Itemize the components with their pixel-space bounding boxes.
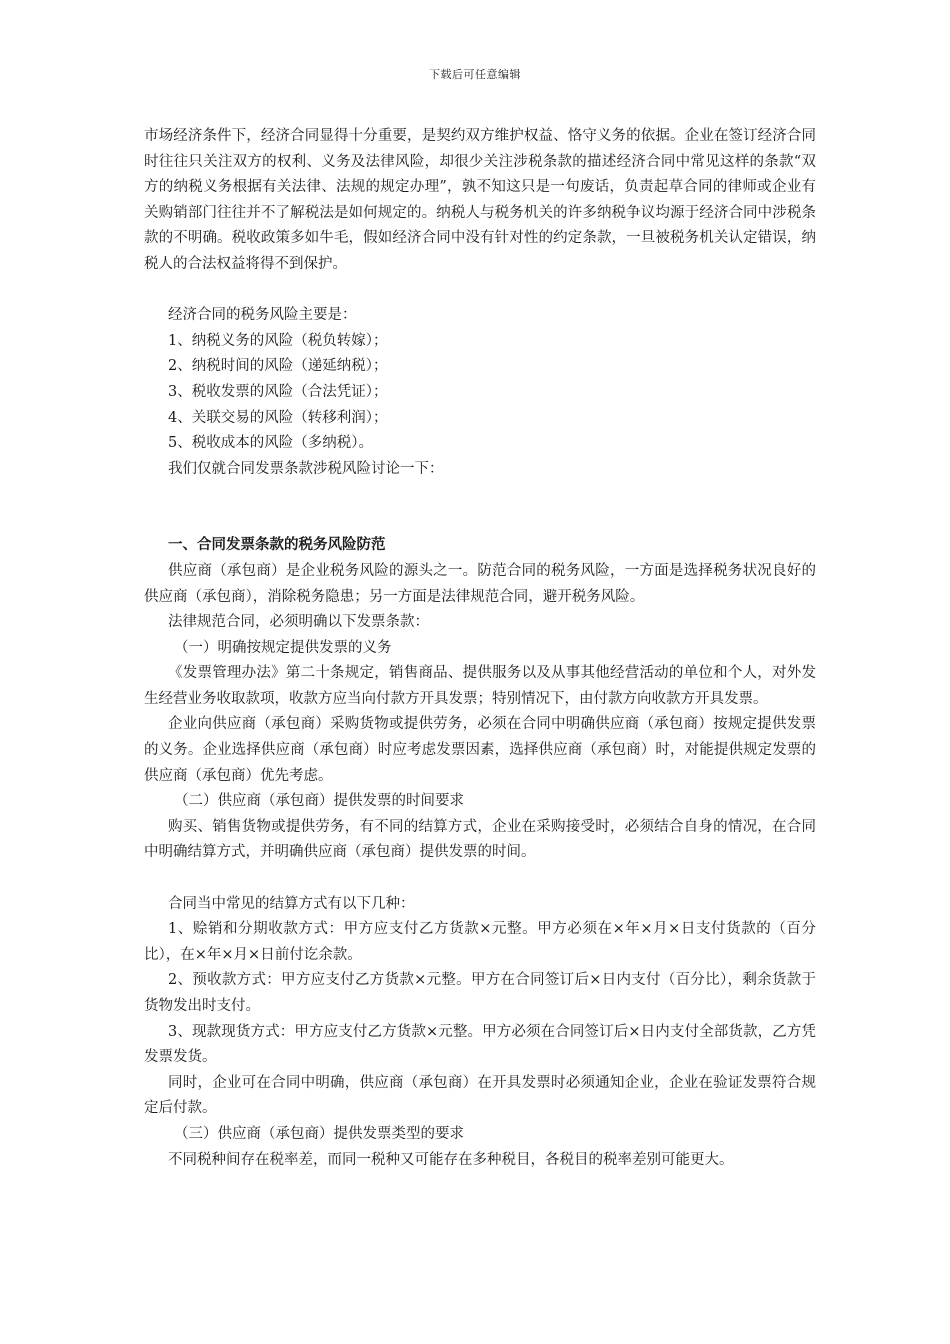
methods-paragraph: 合同当中常见的结算方式有以下几种：	[168, 895, 415, 912]
section-1-heading: 一、合同发票条款的税务风险防范	[168, 537, 386, 554]
document-body	[144, 124, 816, 1173]
purchase-paragraph: 购买、销售货物或提供劳务，有不同的结算方式，企业在采购接受时，必须结合自身的情况，在合同中明确结算方式，并明确供应商（承包商）提供发票的时间。	[144, 818, 816, 861]
risk-item-3: 3、税收发票的风险（合法凭证）；	[168, 383, 388, 400]
same-time-paragraph: 同时，企业可在合同中明确，供应商（承包商）在开具发票时必须通知企业，企业在验证发票符合规定后付款。	[144, 1074, 816, 1117]
supplier-paragraph: 供应商（承包商）是企业税务风险的源头之一。防范合同的税务风险，一方面是选择税务状况良好的供应商（承包商），消除税务隐患；另一方面是法律规范合同，避开税务风险。	[144, 562, 816, 605]
risk-item-2: 2、纳税时间的风险（递延纳税）；	[168, 358, 388, 375]
subheading-3: （三）供应商（承包商）提供发票类型的要求	[174, 1125, 464, 1142]
spacer	[144, 482, 816, 533]
risk-item-4: 4、关联交易的风险（转移利润）；	[168, 409, 388, 426]
risk-item-1: 1、纳税义务的风险（税负转嫁）；	[168, 332, 388, 349]
risk-item-5: 5、税收成本的风险（多纳税）。	[168, 435, 373, 452]
spacer	[144, 866, 816, 892]
enterprise-paragraph: 企业向供应商（承包商）采购货物或提供劳务，必须在合同中明确供应商（承包商）按规定提供发票的义务。企业选择供应商（承包商）时应考虑发票因素，选择供应商（承包商）时，对能提供规定发票的供应商（承包商）优先考虑。	[144, 716, 816, 784]
rule-paragraph: 《发票管理办法》第二十条规定，销售商品、提供服务以及从事其他经营活动的单位和个人，对外发生经营业务收取款项，收款方应当向付款方开具发票；特别情况下，由付款方向收款方开具发票。	[144, 665, 816, 707]
subheading-2: （二）供应商（承包商）提供发票的时间要求	[174, 793, 464, 810]
subheading-1: （一）明确按规定提供发票的义务	[174, 639, 392, 656]
method-item-3: 3、现款现货方式：甲方应支付乙方货款×元整。甲方必须在合同签订后×日内支付全部货款，乙方凭发票发货。	[144, 1023, 816, 1066]
risks-title: 经济合同的税务风险主要是：	[168, 307, 357, 324]
discuss-paragraph: 我们仅就合同发票条款涉税风险讨论一下：	[168, 460, 444, 477]
legal-paragraph: 法律规范合同，必须明确以下发票条款：	[168, 614, 429, 631]
method-item-2: 2、预收款方式：甲方应支付乙方货款×元整。甲方在合同签订后×日内支付（百分比），剩余货款于货物发出时支付。	[144, 972, 816, 1014]
tax-diff-paragraph: 不同税种间存在税率差，而同一税种又可能存在多种税目，各税目的税率差别可能更大。	[168, 1151, 734, 1168]
page-header: 下载后可任意编辑	[429, 68, 521, 81]
intro-paragraph: 市场经济条件下，经济合同显得十分重要，是契约双方维护权益、恪守义务的依据。企业在签订经济合同时往往只关注双方的权利、义务及法律风险，却很少关注涉税条款的描述经济合同中常见这样的条款“双方的纳税义务根据有关法律、法规的规定办理”，孰不知这只是一句废话，负责起草合同的律师或企业有关购销部门往往并不了解税法是如何规定的。纳税人与税务机关的许多纳税争议均源于经济合同中涉税条款的不明确。税收政策多如牛毛，假如经济合同中没有针对性的约定条款，一旦被税务机关认定错误，纳税人的合法权益将得不到保护。	[144, 128, 816, 272]
spacer	[144, 278, 816, 304]
method-item-1: 1、赊销和分期收款方式：甲方应支付乙方货款×元整。甲方必须在×年×月×日支付货款的（百分比），在×年×月×日前付讫余款。	[144, 921, 816, 963]
